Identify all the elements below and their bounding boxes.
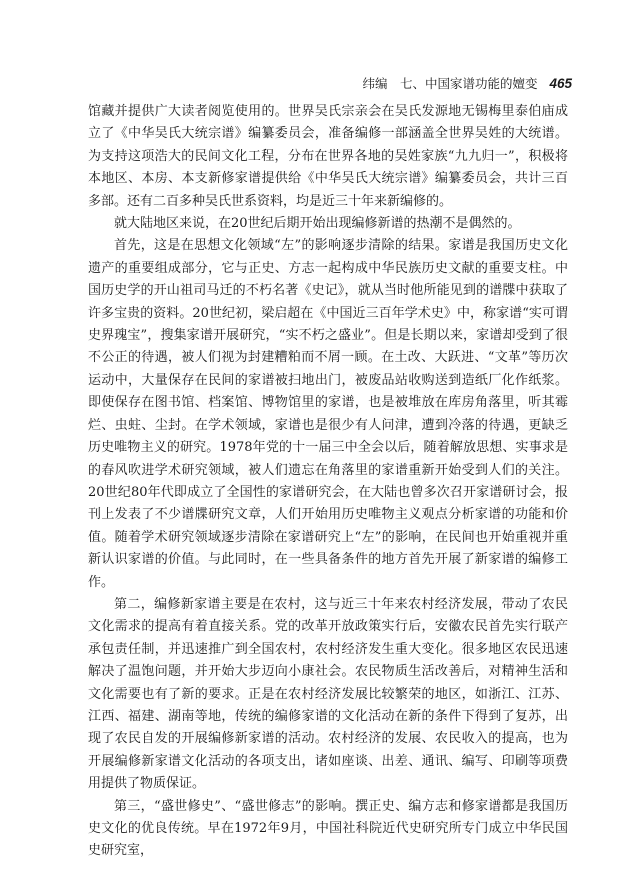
section-title: 纬编 七、中国家谱功能的嬗变 <box>362 76 538 91</box>
paragraph: 就大陆地区来说，在20世纪后期开始出现编修新谱的热潮不是偶然的。 <box>114 216 521 232</box>
page-number: 465 <box>549 76 572 91</box>
body-text <box>88 101 568 863</box>
paragraph: 首先，这是在思想文化领域“左”的影响逐步清除的结果。家谱是我国历史文化遗产的重要组成部分，它与正史、方志一起构成中华民族历史文献的重要支柱。中国历史学的开山祖司马迁的不朽名著《史记》，就从当时他所能见到的谱牒中获取了许多宝贵的资料。20世纪初，梁启超在《中国近三百年学术史》中，称家谱“实可谓史界瑰宝”，搜集家谱开展研究，“实不朽之盛业”。但是长期以来，家谱却受到了很不公正的待遇，被人们视为封建糟粕而不屑一顾。在土改、大跃进、“文革”等历次运动中，大量保存在民间的家谱被扫地出门，被废品站收购送到造纸厂化作纸浆。即使保存在图书馆、档案馆、博物馆里的家谱，也是被堆放在库房角落里，听其霉烂、虫蛀、尘封。在学术领域，家谱也是很少有人问津，遭到冷落的待遇，更缺乏历史唯物主义的研究。1978年党的十一届三中全会以后，随着解放思想、实事求是的春风吹进学术研究领域，被人们遗忘在角落里的家谱重新开始受到人们的关注。20世纪80年代即成立了全国性的家谱研究会，在大陆也曾多次召开家谱研讨会，报刊上发表了不少谱牒研究文章，人们开始用历史唯物主义观点分析家谱的功能和价值。随着学术研究领域逐步清除在家谱研究上“左”的影响，在民间也开始重视并重新认识家谱的价值。与此同时，在一些具备条件的地方首先开展了新家谱的编修工作。 <box>88 238 568 590</box>
paragraph: 第二，编修新家谱主要是在农村，这与近三十年来农村经济发展，带动了农民文化需求的提高有着直接关系。党的改革开放政策实行后，安徽农民首先实行联产承包责任制，并迅速推广到全国农村，农村经济发生重大变化。很多地区农民迅速解决了温饱问题，并开始大步迈向小康社会。农民物质生活改善后，对精神生活和文化需要也有了新的要求。正是在农村经济发展比较繁荣的地区，如浙江、江苏、江西、福建、湖南等地，传统的编修家谱的文化活动在新的条件下得到了复苏，出现了农民自发的开展编修新家谱的活动。农村经济的发展、农民收入的提高，也为开展编修新家谱文化活动的各项支出，诸如座谈、出差、通讯、编写、印刷等项费用提供了物质保证。 <box>88 596 568 792</box>
paragraph: 第三，“盛世修史”、“盛世修志”的影响。撰正史、编方志和修家谱都是我国历史文化的优良传统。早在1972年9月，中国社科院近代史研究所专门成立中华民国史研究室， <box>88 798 568 859</box>
running-header <box>362 74 572 92</box>
paragraph: 馆藏并提供广大读者阅览使用的。世界吴氏宗亲会在吴氏发源地无锡梅里泰伯庙成立了《中华吴氏大统宗谱》编纂委员会，准备编修一部涵盖全世界吴姓的大统谱。为支持这项浩大的民间文化工程，分布在世界各地的吴姓家族“九九归一”，积极将本地区、本房、本支新修家谱提供给《中华吴氏大统宗谱》编纂委员会，共计三百多部。还有二百多种吴氏世系资料，均是近三十年来新编修的。 <box>88 104 568 209</box>
